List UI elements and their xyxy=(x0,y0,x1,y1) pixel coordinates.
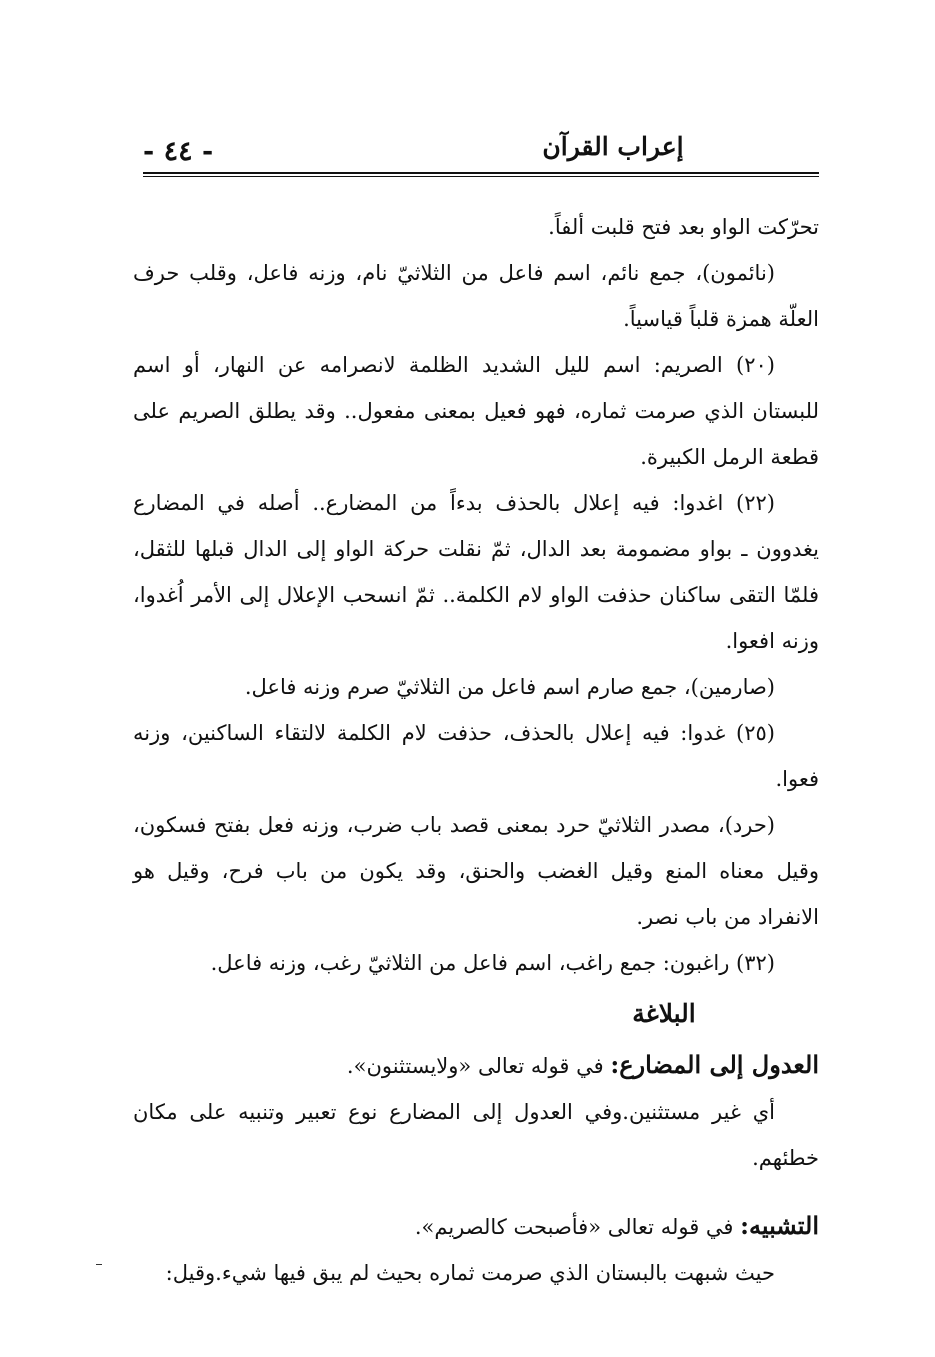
paragraph: (٢٠) الصريم: اسم لليل الشديد الظلمة لانصرامه عن النهار، أو اسم للبستان الذي صرمت ثماره، فهو فعيل بمعنى مفعول.. وقد يطلق الصريم على قطعة الرمل الكبيرة. xyxy=(133,353,819,469)
rhetoric-item-title xyxy=(133,1042,819,1089)
rhetoric-intro: في قوله تعالى «ولايستثنون». xyxy=(346,1054,604,1078)
paragraph: (٣٢) راغبون: جمع راغب، اسم فاعل من الثلاثيّ رغب، وزنه فاعل. xyxy=(210,951,775,975)
page-number: - ٤٤ - xyxy=(143,136,214,167)
paragraph: (نائمون)، جمع نائم، اسم فاعل من الثلاثيّ نام، وزنه فاعل، وقلب حرف العلّة همزة قلباً قياسياً. xyxy=(133,261,819,331)
margin-mark xyxy=(96,1264,102,1265)
paragraph: (حرد)، مصدر الثلاثيّ حرد بمعنى قصد باب ضرب، وزنه فعل بفتح فسكون، وقيل معناه المنع وقيل الغضب والحنق، وقد يكون من باب فرح، وقيل هو الانفراد من باب نصر. xyxy=(133,813,819,929)
rhetoric-item-title xyxy=(133,1203,819,1250)
header-divider xyxy=(143,172,819,174)
book-title: إعراب القرآن xyxy=(542,132,684,161)
rhetoric-body: أي غير مستثنين.وفي العدول إلى المضارع نوع تعبير وتنبيه على مكان خطئهم. xyxy=(133,1100,819,1170)
paragraph: (صارمين)، جمع صارم اسم فاعل من الثلاثيّ صرم وزنه فاعل. xyxy=(244,675,775,699)
rhetoric-intro: في قوله تعالى «فأصبحت كالصريم». xyxy=(414,1215,734,1239)
paragraph: تحرّكت الواو بعد فتح قلبت ألفاً. xyxy=(548,215,819,239)
paragraph: (٢٥) غدوا: فيه إعلال بالحذف، حذفت لام الكلمة لالتقاء الساكنين، وزنه فعوا. xyxy=(133,721,819,791)
section-heading-rhetoric: البلاغة xyxy=(632,999,696,1028)
paragraph: (٢٢) اغدوا: فيه إعلال بالحذف بدءاً من المضارع.. أصله في المضارع يغدوون ـ بواو مضمومة بعد الدال، ثمّ نقلت حركة الواو إلى الدال قبلها للثقل، فلمّا التقى ساكنان حذفت الواو لام الكلمة.. ثمّ انسحب الإعلال إلى الأمر اُغدوا، وزنه افعوا. xyxy=(133,491,819,653)
page-header xyxy=(143,128,818,168)
header-divider-thin xyxy=(143,176,819,177)
rhetoric-body: حيث شبهت بالبستان الذي صرمت ثماره بحيث لم يبق فيها شيء.وقيل: xyxy=(165,1261,775,1285)
rhetoric-term: التشبيه: xyxy=(740,1211,819,1240)
page-body xyxy=(133,204,819,1318)
rhetoric-term: العدول إلى المضارع: xyxy=(610,1050,819,1079)
